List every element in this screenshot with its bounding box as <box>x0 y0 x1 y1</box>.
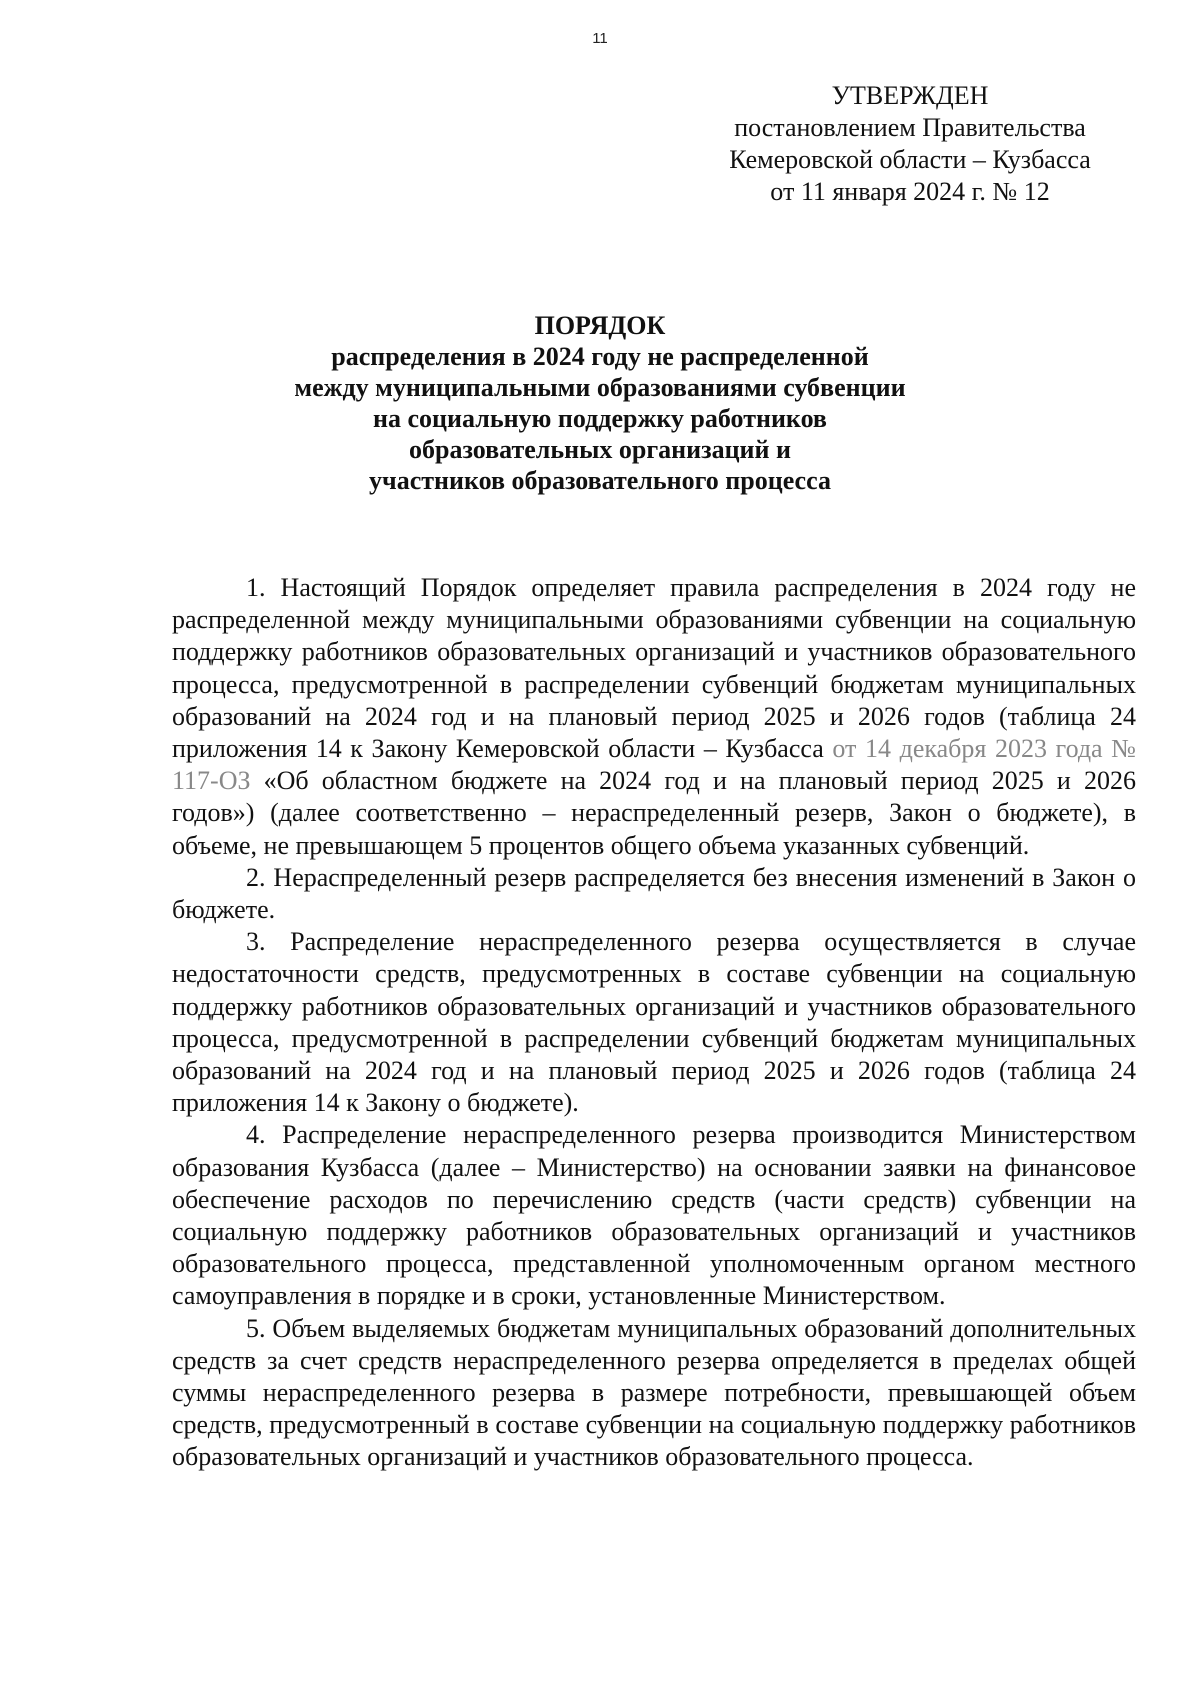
paragraph-5: 5. Объем выделяемых бюджетам муниципальных образований дополнительных средств за счет средств нераспределенного резерва определяется в пределах общей суммы нераспределенного резерва в размере потребности, превышающей объем средств, предусмотренный в составе субвенции на социальную поддержку работников образовательных организаций и участников образовательного процесса. <box>172 1313 1136 1472</box>
paragraph-2: 2. Нераспределенный резерв распределяется без внесения изменений в Закон о бюджете. <box>172 862 1136 925</box>
title-line: участников образовательного процесса <box>369 466 831 495</box>
paragraph-3: 3. Распределение нераспределенного резерва осуществляется в случае недостаточности средств, предусмотренных в составе субвенции на социальную поддержку работников образовательных организаций и участников образовательного процесса, предусмотренной в распределении субвенций бюджетам муниципальных образований на 2024 год и на плановый период 2025 и 2026 годов (таблица 24 приложения 14 к Закону о бюджете). <box>172 927 1136 1118</box>
paragraph-1-law-reference: от 14 декабря 2023 года № 117-ОЗ <box>172 734 1136 796</box>
approval-heading: УТВЕРЖДЕН <box>831 81 989 110</box>
paragraph-1-text-a: 1. Настоящий Порядок определяет правила распределения в 2024 году не распределенной между муниципальными образованиями субвенции на социальную поддержку работников образовательных организаций и участников образовательного процесса, предусмотренной в распределении субвенций бюджетам муниципальных образований на 2024 год и на плановый период 2025 и 2026 годов (таблица 24 приложения 14 к Закону Кемеровской области – Кузбасса <box>172 573 1136 764</box>
document-title <box>0 310 1200 496</box>
title-heading: ПОРЯДОК <box>534 311 666 340</box>
document-body <box>172 572 1136 1474</box>
title-line: между муниципальными образованиями субвенции <box>294 373 906 402</box>
paragraph-4: 4. Распределение нераспределенного резерва производится Министерством образования Кузбасса (далее – Министерство) на основании заявки на финансовое обеспечение расходов по перечислению средств (части средств) субвенции на социальную поддержку работников образовательных организаций и участников образовательного процесса, представленной уполномоченным органом местного самоуправления в порядке и в сроки, установленные Министерством. <box>172 1120 1136 1311</box>
approval-line-region: Кемеровской области – Кузбасса <box>729 145 1091 174</box>
paragraph-1 <box>172 572 1136 862</box>
title-line: образовательных организаций и <box>408 435 791 464</box>
paragraph-1-text-b: «Об областном бюджете на 2024 год и на плановый период 2025 и 2026 годов») (далее соответственно – нераспределенный резерв, Закон о бюджете), в объеме, не превышающем 5 процентов общего объема указанных субвенций. <box>172 766 1136 860</box>
title-line: распределения в 2024 году не распределенной <box>331 342 869 371</box>
page-number: 11 <box>592 30 608 47</box>
approval-line-resolution: постановлением Правительства <box>734 113 1086 142</box>
title-line: на социальную поддержку работников <box>373 404 827 433</box>
approval-line-date: от 11 января 2024 г. № 12 <box>770 177 1050 206</box>
approval-stamp-block <box>690 80 1130 208</box>
